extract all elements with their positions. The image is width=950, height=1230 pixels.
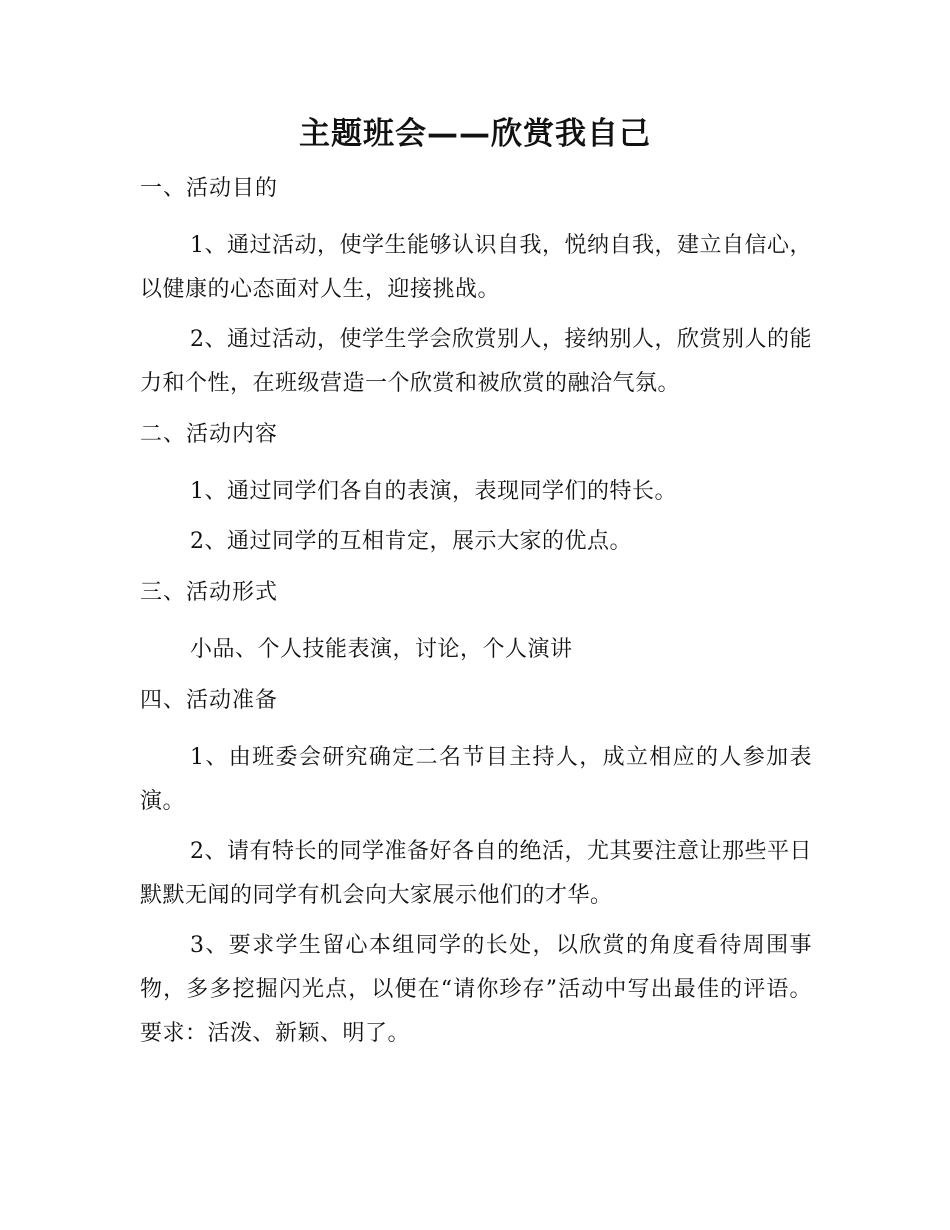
paragraph: 小品、个人技能表演，讨论，个人演讲 — [190, 637, 573, 662]
section-heading: 三、活动形式 — [140, 580, 279, 605]
paragraph: 1、由班委会研究确定二名节目主持人，成立相应的人参加表演。 — [140, 745, 812, 814]
document-body — [140, 172, 812, 1068]
paragraph: 2、通过活动，使学生学会欣赏别人，接纳别人，欣赏别人的能力和个性，在班级营造一个欣赏和被欣赏的融洽气氛。 — [140, 327, 812, 396]
document-title: 主题班会——欣赏我自己 — [299, 116, 651, 152]
section-content — [140, 418, 812, 564]
paragraph: 1、通过活动，使学生能够认识自我，悦纳自我，建立自信心，以健康的心态面对人生，迎接挑战。 — [140, 233, 812, 302]
section-preparation — [140, 684, 812, 1056]
section-heading: 二、活动内容 — [140, 422, 279, 447]
section-format — [140, 576, 812, 672]
section-purpose — [140, 172, 812, 406]
paragraph: 3、要求学生留心本组同学的长处，以欣赏的角度看待周围事物，多多挖掘闪光点，以便在“请你珍存”活动中写出最佳的评语。 要求：活泼、新颖、明了。 — [140, 933, 812, 1046]
section-heading: 一、活动目的 — [140, 176, 279, 201]
paragraph: 2、请有特长的同学准备好各自的绝活，尤其要注意让那些平日默默无闻的同学有机会向大家展示他们的才华。 — [140, 839, 812, 908]
paragraph: 2、通过同学的互相肯定，展示大家的优点。 — [190, 529, 632, 554]
paragraph: 1、通过同学们各自的表演，表现同学们的特长。 — [190, 479, 677, 504]
section-heading: 四、活动准备 — [140, 688, 279, 713]
